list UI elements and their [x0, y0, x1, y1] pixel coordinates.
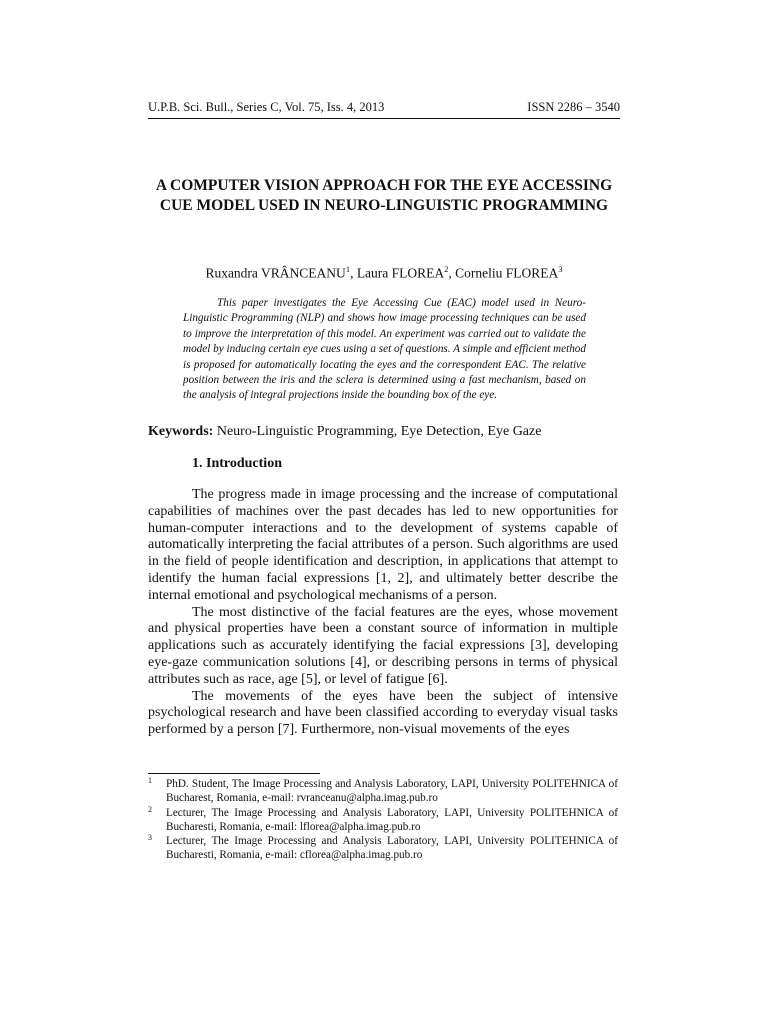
body-text: [148, 487, 618, 739]
abstract: This paper investigates the Eye Accessing Cue (EAC) model used in Neuro-Linguistic Programming (NLP) and shows how image processing techniques can be used to improve the interpretation of this model. An experiment was carried out to validate the model by inducing certain eye cues using a set of questions. A simple and efficient method is proposed for automatically locating the eyes and the correspondent EAC. The relative position between the iris and the sclera is determined using a fast mechanism, based on the analysis of integral projections inside the bounding box of the eye.: [183, 297, 586, 402]
running-header: [148, 100, 620, 119]
footnotes: [148, 777, 618, 863]
author-affiliation-mark: 2: [444, 264, 449, 274]
journal-citation: U.P.B. Sci. Bull., Series C, Vol. 75, Iss. 4, 2013: [148, 100, 385, 114]
author-list: [140, 264, 628, 282]
footnote-mark: 3: [148, 833, 152, 843]
paper-title: A COMPUTER VISION APPROACH FOR THE EYE ACCESSING CUE MODEL USED IN NEURO-LINGUISTIC PROGRAMMING: [155, 177, 613, 214]
body-paragraph: The most distinctive of the facial features are the eyes, whose movement and physical properties have been a constant source of information in multiple applications such as accurately identifying the facial expressions [3], developing eye-gaze communication solutions [4], or describing persons in terms of physical attributes such as race, age [5], or level of fatigue [6].: [148, 604, 618, 687]
body-paragraph: The movements of the eyes have been the subject of intensive psychological research and have been classified according to everyday visual tasks performed by a person [7]. Furthermore, non-visual movements of the eyes: [148, 688, 618, 738]
author-affiliation-mark: 3: [558, 264, 563, 274]
author-separator: ,: [350, 265, 357, 281]
section-heading: 1. Introduction: [192, 456, 282, 471]
footnote-text: Lecturer, The Image Processing and Analysis Laboratory, LAPI, University POLITEHNICA of Bucharesti, Romania, e-mail: lflorea@alpha.imag.pub.ro: [166, 806, 618, 833]
footnote-text: PhD. Student, The Image Processing and Analysis Laboratory, LAPI, University POLITEHNICA of Bucharest, Romania, e-mail: rvranceanu@alpha.imag.pub.ro: [166, 778, 618, 805]
author-separator: ,: [448, 265, 456, 281]
keywords-label: Keywords:: [148, 424, 214, 439]
footnote-rule: [148, 773, 320, 774]
footnote-text: Lecturer, The Image Processing and Analysis Laboratory, LAPI, University POLITEHNICA of Bucharesti, Romania, e-mail: cflorea@alpha.imag.pub.ro: [166, 835, 618, 862]
author-name: Laura FLOREA: [356, 265, 445, 281]
author-name: Ruxandra VRÂNCEANU: [205, 265, 346, 281]
author-affiliation-mark: 1: [345, 264, 351, 274]
keywords-line: [148, 424, 620, 440]
footnote: [148, 777, 618, 806]
issn-label: ISSN 2286 – 3540: [527, 100, 620, 114]
footnote-mark: 1: [148, 776, 152, 785]
body-paragraph: The progress made in image processing and the increase of computational capabilities of machines over the past decades has led to new opportunities for human-computer interactions and to the development of systems capable of automatically interpreting the facial attributes of a person. Such algorithms are used in the field of people identification and description, in applications that attempt to identify the human facial expressions [1, 2], and ultimately better describe the internal emotional and psychological mechanisms of a person.: [148, 487, 618, 603]
footnote: [148, 834, 618, 863]
keywords-text: Neuro-Linguistic Programming, Eye Detection, Eye Gaze: [213, 424, 542, 439]
author-name: Corneliu FLOREA: [455, 265, 559, 281]
footnote-mark: 2: [148, 804, 152, 814]
footnote: [148, 806, 618, 835]
